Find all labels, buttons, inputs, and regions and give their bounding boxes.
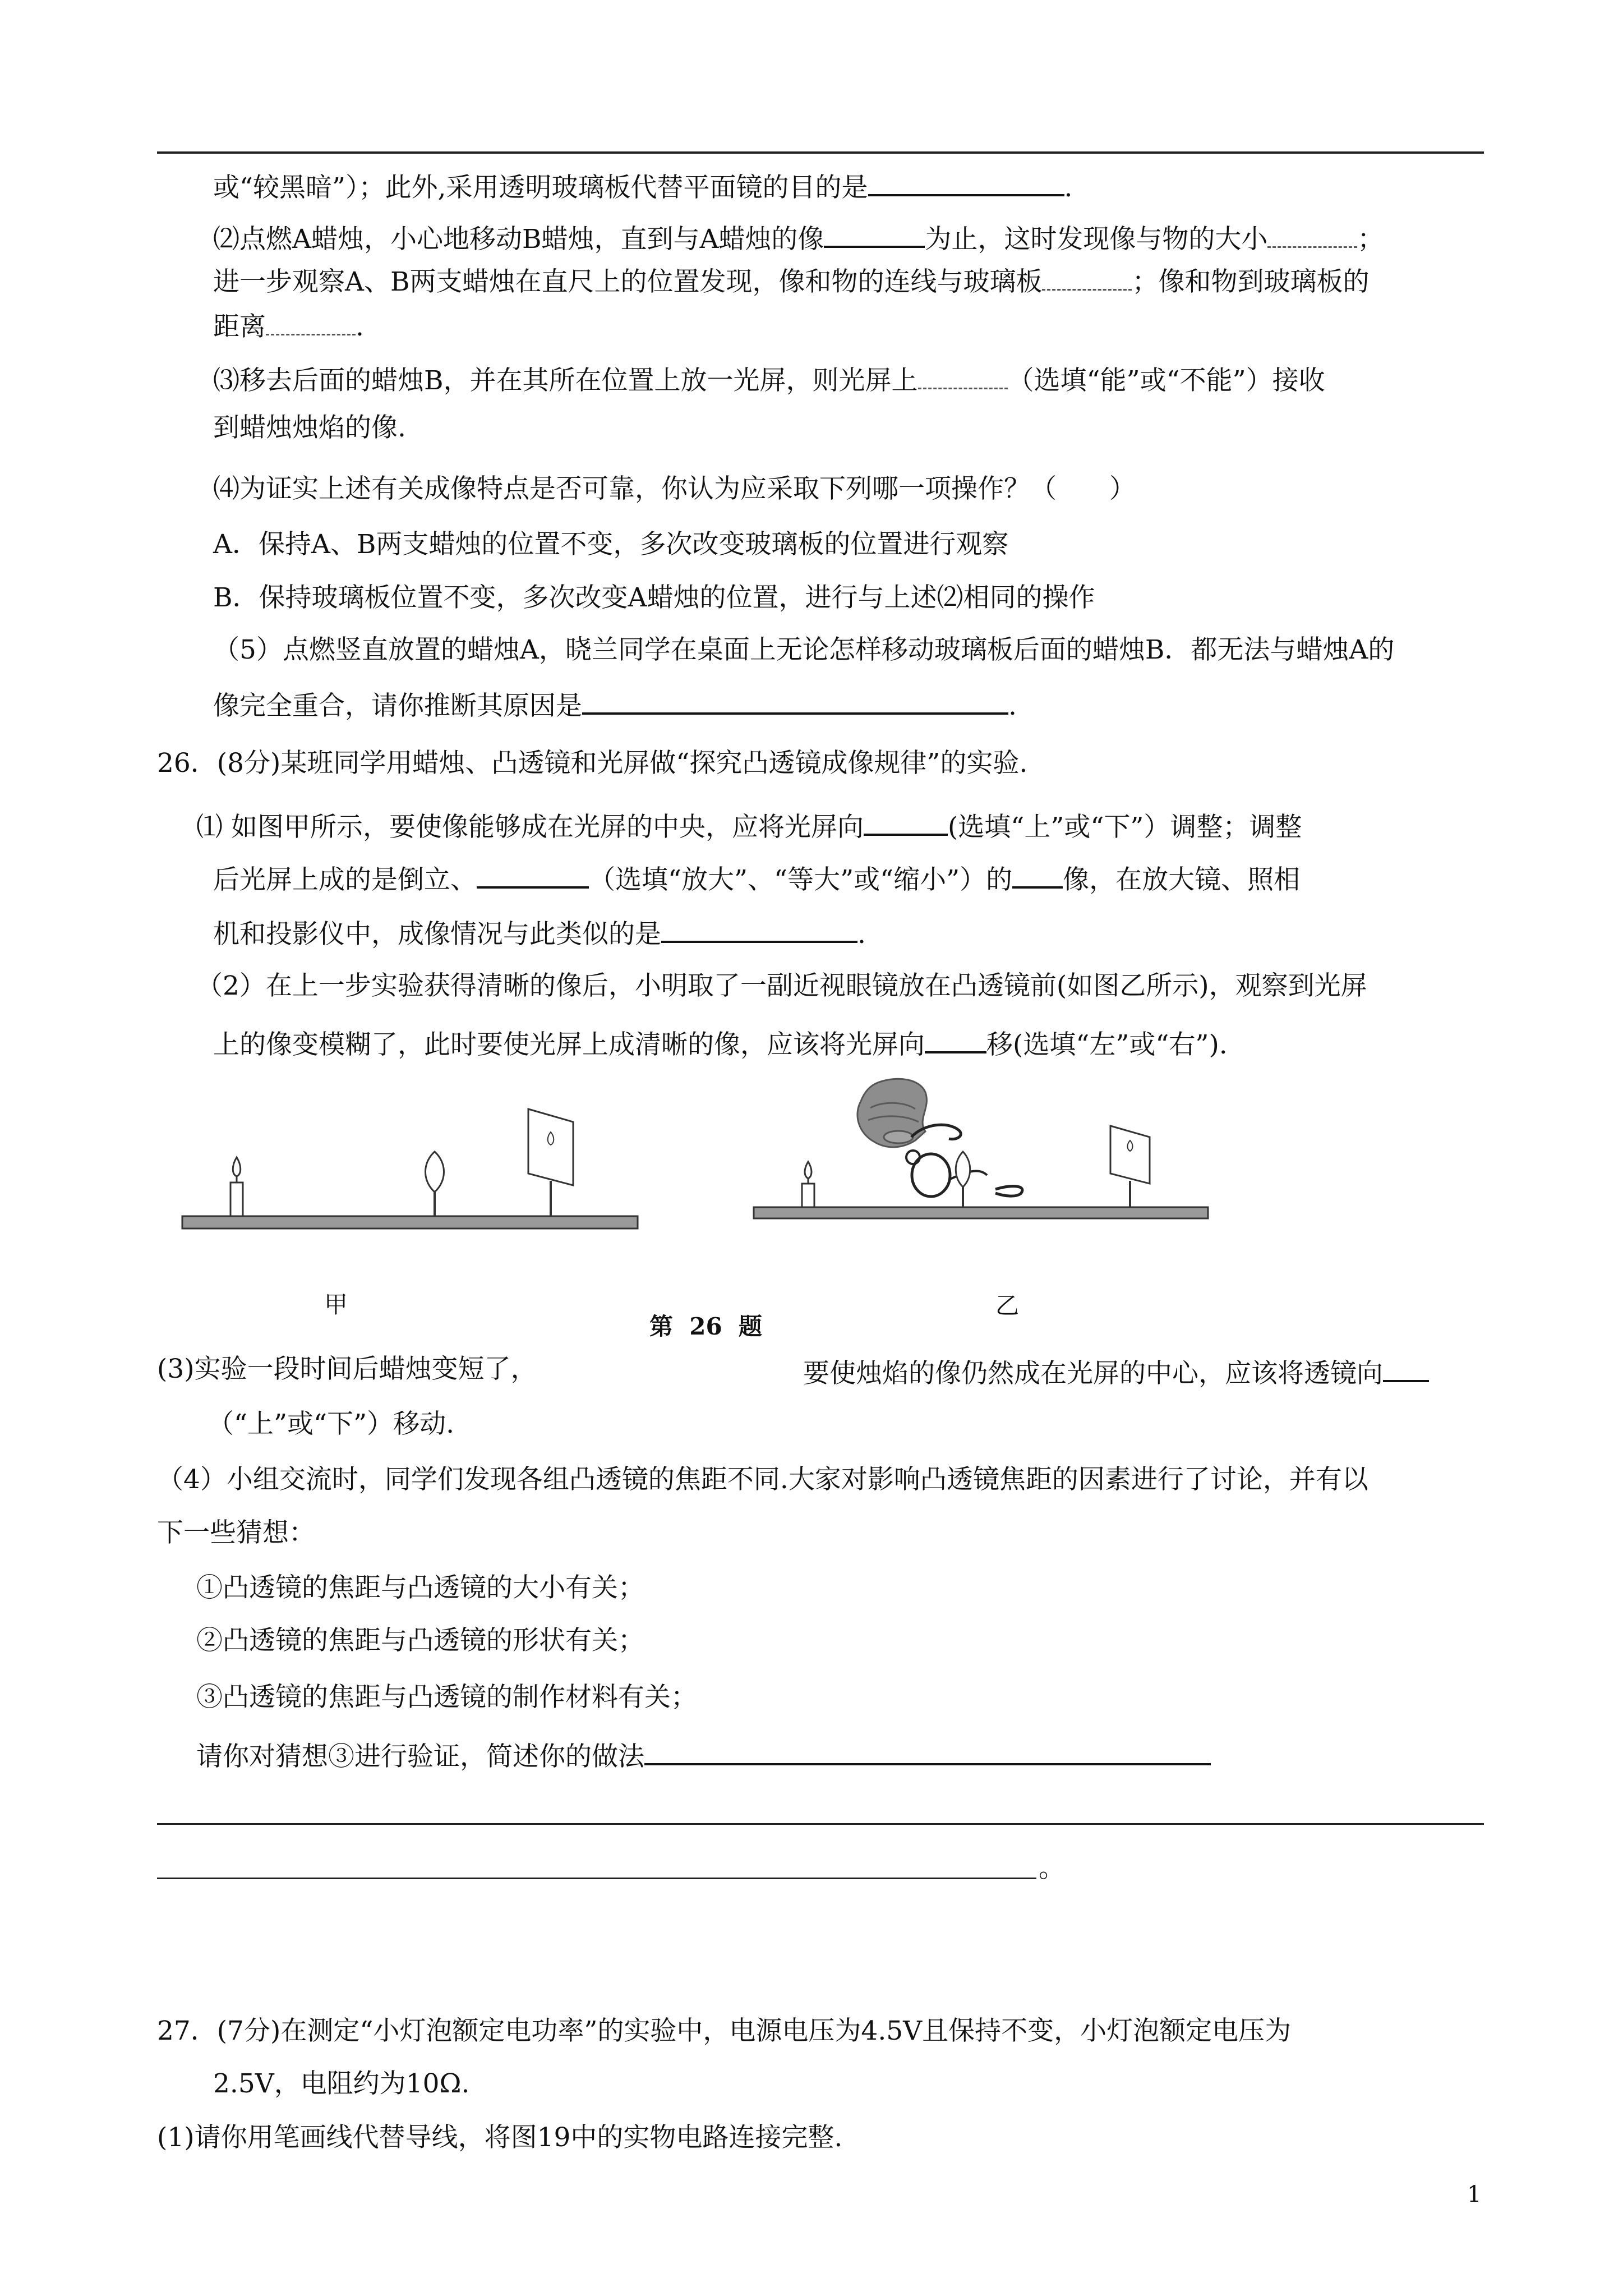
line: ⑷为证实上述有关成像特点是否可靠，你认为应采取下列哪一项操作？（ ） (213, 473, 1136, 504)
answer-blank (1267, 218, 1357, 248)
answer-blank (477, 858, 589, 889)
hand-icon (857, 1079, 927, 1147)
line: 像完全重合，请你推断其原因是 . (213, 684, 1017, 724)
question-27: 27．(7分)在测定“小灯泡额定电功率”的实验中，电源电压为4.5V且保持不变，小灯泡额定电压为 (157, 2016, 1292, 2046)
answer-blank (1383, 1352, 1429, 1382)
line: 机和投影仪中，成像情况与此类似的是 . (213, 913, 866, 952)
figure-label-yi: 乙 (995, 1292, 1020, 1319)
option-a: A．保持A、B两支蜡烛的位置不变，多次改变玻璃板的位置进行观察 (213, 529, 1009, 560)
convex-lens (956, 1152, 970, 1207)
figure-yi (740, 1074, 1223, 1243)
optical-bench (754, 1207, 1208, 1218)
answer-blank (1012, 858, 1063, 889)
line: 后光屏上成的是倒立、 （选填“放大”、“等大”或“缩小”）的 像，在放大镜、照相 (213, 858, 1300, 898)
question-26: 26．(8分)某班同学用蜡烛、凸透镜和光屏做“探究凸透镜成像规律”的实验. (157, 748, 1028, 779)
answer-blank (266, 306, 356, 335)
light-screen (528, 1109, 573, 1216)
figure-label-jia: 甲 (324, 1291, 348, 1318)
line: （“上”或“下”）移动. (208, 1409, 455, 1439)
line: ⑴ 如图甲所示，要使像能够成在光屏的中央，应将光屏向 (选填“上”或“下”）调整；调整 (196, 806, 1302, 845)
line: (3)实验一段时间后蜡烛变短了， (157, 1354, 537, 1384)
answer-line (157, 1823, 1484, 1825)
line: 要使烛焰的像仍然成在光屏的中心，应该将透镜向 (803, 1352, 1429, 1391)
answer-blank (661, 913, 857, 943)
figure-jia (174, 1097, 645, 1243)
line: 到蜡烛烛焰的像. (213, 412, 406, 443)
answer-blank (925, 1023, 986, 1053)
line: 请你对猜想③进行验证，简述你的做法 (196, 1735, 1211, 1774)
header-rule (157, 151, 1484, 154)
answer-blank (644, 1735, 1211, 1765)
line-end: 。 (1039, 1853, 1065, 1884)
line: ⑵点燃A蜡烛，小心地移动B蜡烛，直到与A蜡烛的像 为止，这时发现像与物的大小 ； (213, 218, 1384, 257)
light-screen (1110, 1126, 1150, 1207)
answer-blank (864, 806, 948, 836)
line: (1)请你用笔画线代替导线，将图19中的实物电路连接完整. (157, 2122, 843, 2153)
figure-caption: 第 26 题 (649, 1313, 762, 1340)
answer-blank (918, 360, 1008, 389)
line: 或“较黑暗”）；此外,采用透明玻璃板代替平面镜的目的是 . (213, 166, 1072, 205)
candle (230, 1157, 243, 1216)
optical-bench (182, 1216, 638, 1228)
line: （2）在上一步实验获得清晰的像后，小明取了一副近视眼镜放在凸透镜前(如图乙所示)，观察到光屏 (196, 970, 1367, 1001)
answer-line (157, 1878, 1036, 1879)
line: 上的像变模糊了，此时要使光屏上成清晰的像，应该将光屏向 移(选填“左”或“右”). (213, 1023, 1228, 1062)
answer-blank (868, 166, 1064, 196)
line: ⑶移去后面的蜡烛B，并在其所在位置上放一光屏，则光屏上 （选填“能”或“不能”）接收 (213, 360, 1325, 398)
guess-2: ②凸透镜的焦距与凸透镜的形状有关； (196, 1625, 644, 1656)
page-number: 1 (1467, 2182, 1482, 2207)
option-b: B．保持玻璃板位置不变，多次改变A蜡烛的位置，进行与上述⑵相同的操作 (213, 582, 1095, 613)
line: 进一步观察A、B两支蜡烛在直尺上的位置发现，像和物的连线与玻璃板 ；像和物到玻璃板的 (213, 261, 1369, 300)
answer-blank (824, 218, 925, 248)
line: 距离 . (213, 306, 364, 344)
candle (802, 1162, 814, 1207)
line: （5）点燃竖直放置的蜡烛A，晓兰同学在桌面上无论怎样移动玻璃板后面的蜡烛B．都无法与蜡烛A的 (213, 634, 1395, 665)
line: 2.5V，电阻约为10Ω. (213, 2068, 470, 2099)
line: 下一些猜想： (157, 1517, 315, 1548)
answer-blank (1042, 261, 1132, 291)
guess-1: ①凸透镜的焦距与凸透镜的大小有关； (196, 1572, 644, 1603)
answer-blank (582, 684, 1008, 715)
guess-3: ③凸透镜的焦距与凸透镜的制作材料有关； (196, 1682, 697, 1713)
line: （4）小组交流时，同学们发现各组凸透镜的焦距不同.大家对影响凸透镜焦距的因素进行了讨论，并有以 (157, 1464, 1368, 1495)
convex-lens (426, 1152, 444, 1216)
